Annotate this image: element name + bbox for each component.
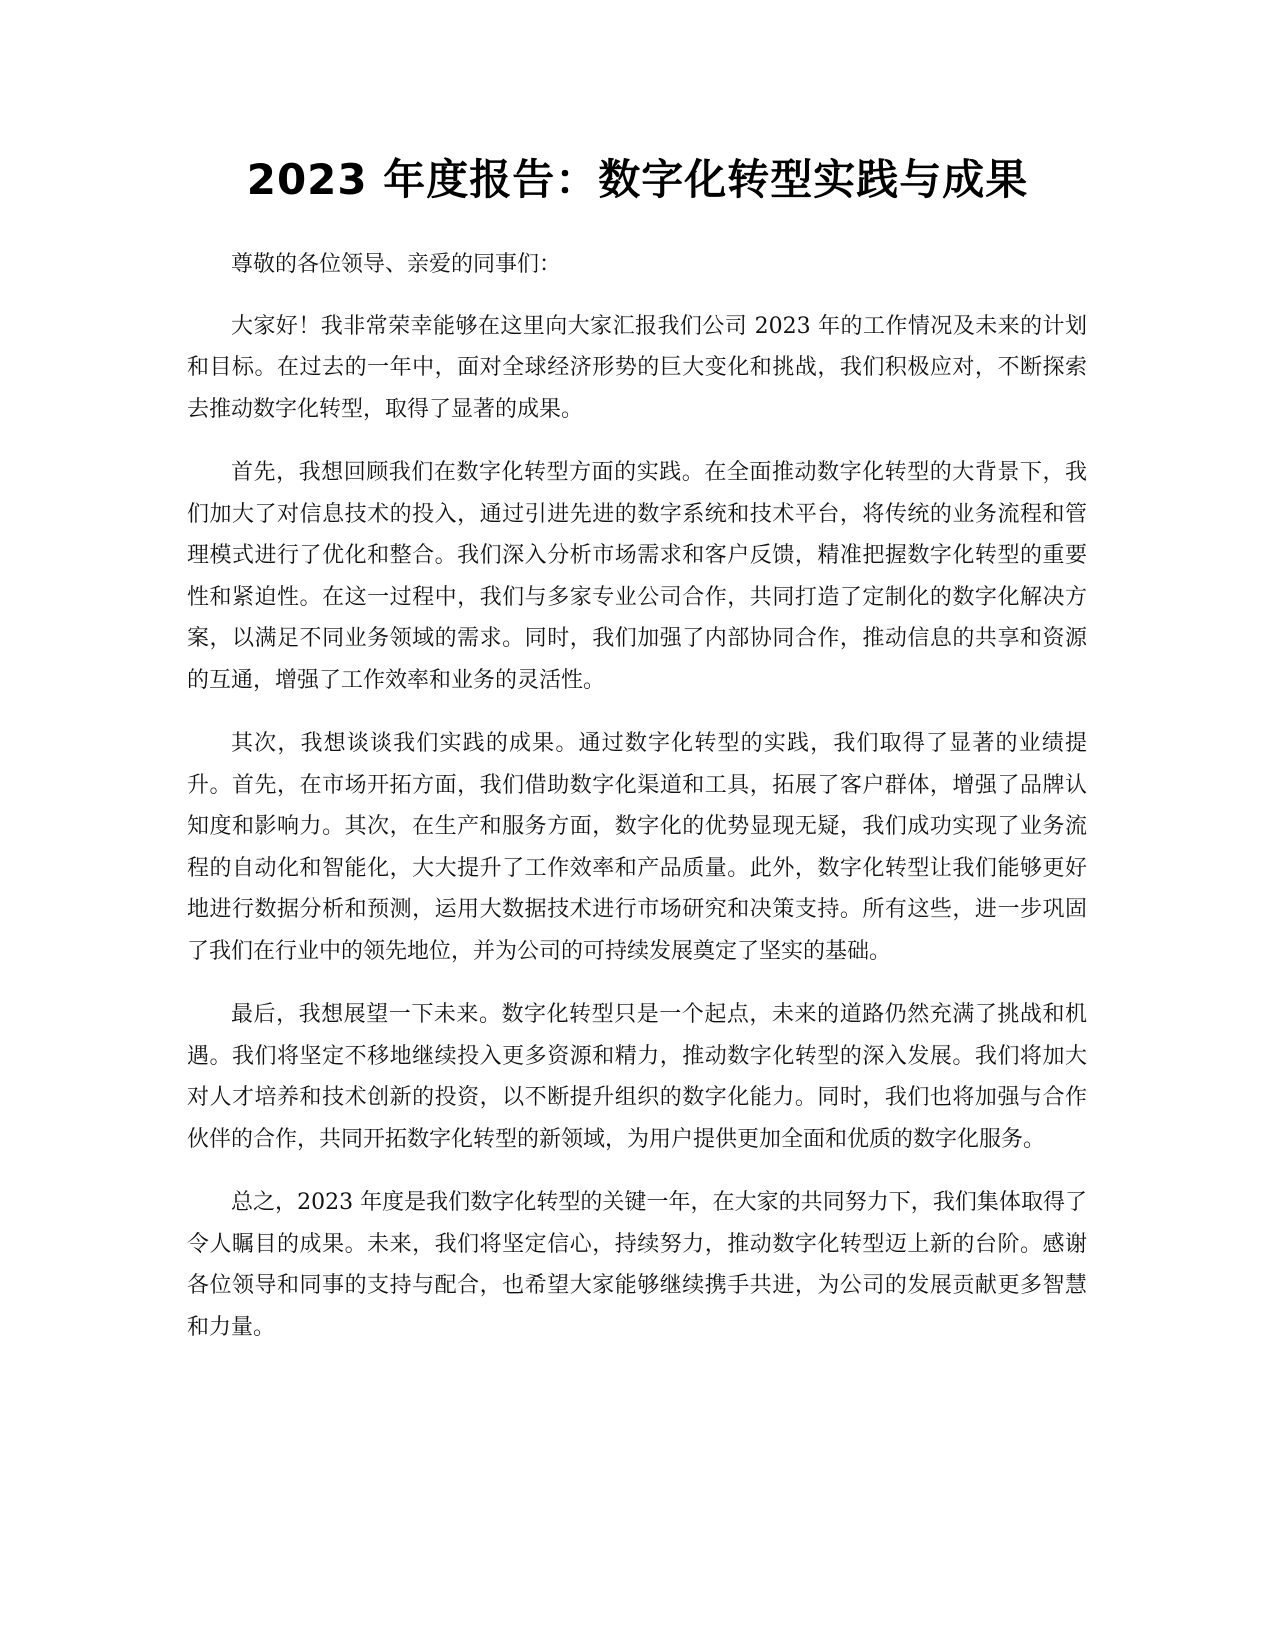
practice-paragraph: 首先，我想回顾我们在数字化转型方面的实践。在全面推动数字化转型的大背景下，我们加大了对信息技术的投入，通过引进先进的数字系统和技术平台，将传统的业务流程和管理模式进行了优化和整合。我们深入分析市场需求和客户反馈，精准把握数字化转型的重要性和紧迫性。在这一过程中，我们与多家专业公司合作，共同打造了定制化的数字化解决方案，以满足不同业务领域的需求。同时，我们加强了内部协同合作，推动信息的共享和资源的互通，增强了工作效率和业务的灵活性。	[187, 460, 1087, 693]
conclusion-paragraph: 总之，2023 年度是我们数字化转型的关键一年，在大家的共同努力下，我们集体取得了令人瞩目的成果。未来，我们将坚定信心，持续努力，推动数字化转型迈上新的台阶。感谢各位领导和同事的支持与配合，也希望大家能够继续携手共进，为公司的发展贡献更多智慧和力量。	[187, 1190, 1087, 1340]
results-paragraph: 其次，我想谈谈我们实践的成果。通过数字化转型的实践，我们取得了显著的业绩提升。首先，在市场开拓方面，我们借助数字化渠道和工具，拓展了客户群体，增强了品牌认知度和影响力。其次，在生产和服务方面，数字化的优势显现无疑，我们成功实现了业务流程的自动化和智能化，大大提升了工作效率和产品质量。此外，数字化转型让我们能够更好地进行数据分析和预测，运用大数据技术进行市场研究和决策支持。所有这些，进一步巩固了我们在行业中的领先地位，并为公司的可持续发展奠定了坚实的基础。	[187, 731, 1087, 964]
document-body	[187, 244, 1087, 1370]
salutation-paragraph: 尊敬的各位领导、亲爱的同事们：	[231, 252, 562, 277]
greeting-paragraph: 大家好！我非常荣幸能够在这里向大家汇报我们公司 2023 年的工作情况及未来的计划和目标。在过去的一年中，面对全球经济形势的巨大变化和挑战，我们积极应对，不断探索去推动数字化转型，取得了显著的成果。	[187, 313, 1087, 422]
outlook-paragraph: 最后，我想展望一下未来。数字化转型只是一个起点，未来的道路仍然充满了挑战和机遇。我们将坚定不移地继续投入更多资源和精力，推动数字化转型的深入发展。我们将加大对人才培养和技术创新的投资，以不断提升组织的数字化能力。同时，我们也将加强与合作伙伴的合作，共同开拓数字化转型的新领域，为用户提供更加全面和优质的数字化服务。	[187, 1002, 1087, 1152]
document-title: 2023 年度报告：数字化转型实践与成果	[246, 155, 1029, 204]
